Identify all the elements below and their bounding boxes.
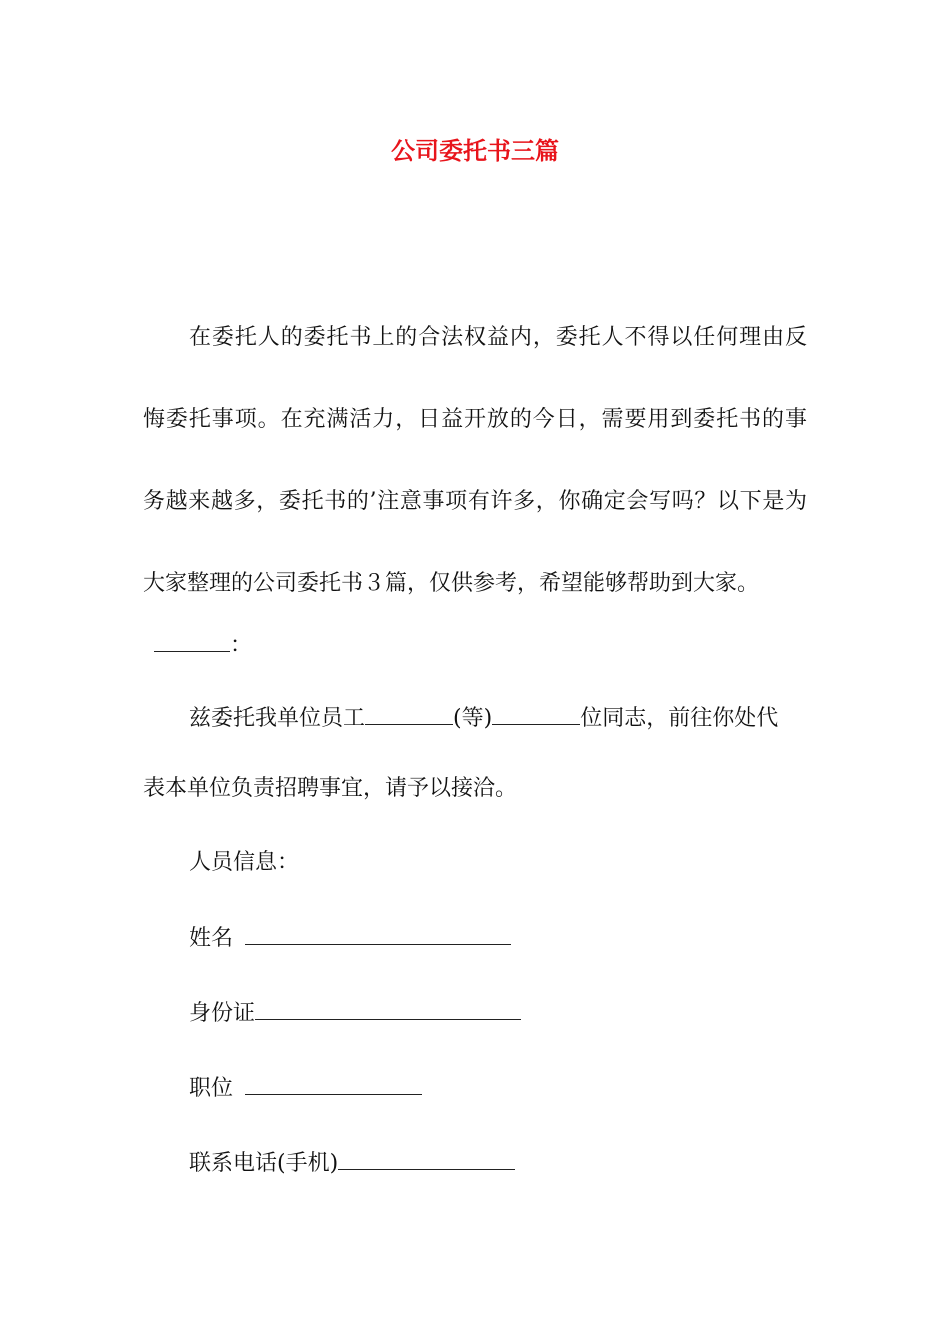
staff-name-blank[interactable] [365, 702, 453, 725]
id-field [189, 997, 521, 1029]
position-label: 职位 [189, 1076, 234, 1101]
body-line1-suffix: 位同志，前往你处代 [580, 706, 779, 731]
id-label: 身份证 [189, 1001, 256, 1026]
body-line1-mid: (等) [453, 706, 493, 731]
name-blank[interactable] [245, 922, 511, 945]
id-blank[interactable] [255, 997, 521, 1020]
document-title: 公司委托书三篇 [391, 137, 559, 165]
body-line-2: 表本单位负责招聘事宜，请予以接洽。 [143, 776, 518, 801]
intro-paragraph [143, 323, 807, 651]
body-line1-prefix: 兹委托我单位员工 [189, 706, 366, 731]
intro-line: 在委托人的委托书上的合法权益内，委托人不得以任何理由反 [189, 325, 807, 350]
addressee-colon: ： [230, 633, 253, 658]
position-field [189, 1072, 422, 1104]
phone-field [189, 1147, 515, 1179]
name-label: 姓名 [189, 926, 234, 951]
addressee-line [154, 629, 252, 661]
phone-label: 联系电话(手机) [189, 1151, 339, 1176]
intro-line: 大家整理的公司委托书３篇，仅供参考，希望能够帮助到大家。 [143, 571, 760, 596]
body-line-1 [189, 702, 778, 734]
intro-line: 务越来越多，委托书的’注意事项有许多，你确定会写吗？以下是为 [143, 489, 807, 514]
intro-line: 悔委托事项。在充满活力，日益开放的今日，需要用到委托书的事 [143, 407, 807, 432]
position-blank[interactable] [245, 1072, 422, 1095]
staff-count-blank[interactable] [492, 702, 580, 725]
info-heading: 人员信息： [189, 850, 300, 875]
addressee-blank[interactable] [154, 629, 230, 652]
phone-blank[interactable] [338, 1147, 515, 1170]
name-field [189, 922, 511, 954]
